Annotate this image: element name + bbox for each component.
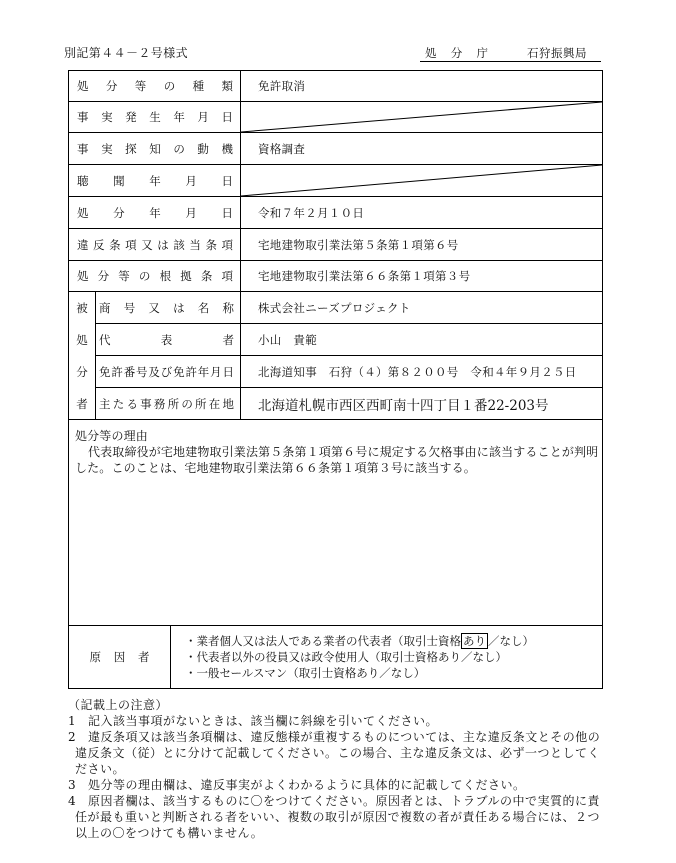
row-label: 商号又は名称: [99, 300, 234, 315]
row-label: 主たる事務所の所在地: [99, 396, 234, 411]
row-value: 小山 貴範: [258, 332, 317, 347]
row-basis-clause: [69, 261, 602, 292]
notes-title: （記載上の注意）: [68, 698, 169, 712]
row-disposition-date: [69, 197, 602, 229]
row-value: 免許取消: [258, 79, 306, 93]
disposition-form-table: [68, 70, 603, 689]
note-line: 違反条文（従）とに分けて記載してください。この場合、主な違反条文は、必ず一つとしてく: [75, 746, 601, 760]
selected-mark: あり: [463, 634, 486, 648]
cause-option: ・一般セールスマン（取引士資格あり／なし）: [185, 666, 426, 680]
note-line: 記入該当事項がないときは、該当欄に斜線を引いてください。: [88, 714, 439, 728]
note-item: [68, 777, 668, 793]
row-label: 聴聞年月日: [77, 173, 233, 188]
row-license-number: [96, 356, 602, 388]
row-label: 処分等の種類: [77, 79, 233, 93]
subject-rows: [96, 292, 602, 419]
row-value: 令和７年２月１０日: [258, 205, 365, 220]
row-value: 宅地建物取引業法第６６条第１項第３号: [258, 269, 471, 283]
cause-option: ・代表者以外の役員又は政令使用人（取引士資格あり／なし）: [185, 650, 507, 664]
form-number: 別記第４４－２号様式: [64, 46, 189, 60]
cause-label: 原因者: [89, 650, 150, 664]
reason-section: [69, 420, 602, 626]
cause-option-text: ／なし）: [488, 634, 534, 648]
strike-line: [241, 165, 602, 196]
row-value: 北海道札幌市西区西町南十四丁目１番22-203号: [258, 397, 549, 414]
row-label: 処分等の根拠条項: [77, 269, 233, 283]
row-hearing-date: [69, 165, 602, 197]
cause-option: [185, 633, 602, 649]
row-label-cell: [69, 133, 241, 164]
row-label-cell: [69, 197, 241, 228]
note-line: 任が最も重いと判断される者をいい、複数の取引が原因で複数の者が責任ある場合には、２つ: [75, 810, 601, 824]
note-line: 以上の〇をつけても構いません。: [75, 826, 264, 840]
note-number: 2: [68, 730, 77, 744]
row-label-cell: [96, 388, 241, 419]
row-label-cell: [96, 324, 241, 355]
note-number: 1: [68, 714, 77, 728]
row-value: 宅地建物取引業法第５条第１項第６号: [258, 237, 459, 252]
authority-label: 処分庁: [425, 46, 488, 60]
reason-line: 代表取締役が宅地建物取引業法第５条第１項第６号に規定する欠格事由に該当することが判明: [88, 445, 599, 459]
row-label: 代表者: [99, 332, 234, 347]
row-value: 北海道知事 石狩（４）第８２００号 令和４年９月２５日: [258, 364, 577, 379]
row-disposition-type: [69, 71, 602, 102]
reason-title: 処分等の理由: [75, 429, 148, 443]
strike-line: [241, 102, 602, 132]
note-line: 処分等の理由欄は、違反事実がよくわかるように具体的に記載してください。: [88, 778, 526, 792]
row-label-cell: [69, 261, 241, 291]
group-char: 被: [76, 301, 88, 315]
note-line: ださい。: [75, 762, 126, 776]
row-label-cell: [69, 165, 241, 196]
row-label: 処分年月日: [77, 205, 233, 220]
note-line: 原因者欄は、該当するものに〇をつけてください。原因者とは、トラブルの中で実質的に責: [88, 794, 601, 808]
row-fact-date: [69, 102, 602, 133]
row-main-office-address: [96, 388, 602, 419]
row-label-cell: [69, 102, 241, 132]
cause-options: [171, 626, 602, 688]
authority-value: 石狩振興局: [527, 46, 587, 60]
note-number: 3: [68, 778, 77, 792]
cause-label-cell: [69, 626, 171, 688]
row-value-struck: [241, 165, 602, 196]
row-label: 事実発生年月日: [77, 110, 233, 124]
row-label: 免許番号及び免許年月日: [99, 364, 234, 379]
row-violated-clause: [69, 229, 602, 261]
row-detection-motive: [69, 133, 602, 165]
row-label: 事実探知の動機: [77, 141, 233, 156]
note-item: [68, 713, 668, 729]
row-trade-name: [96, 292, 602, 324]
subject-group-label: [69, 292, 96, 419]
disposing-authority: [420, 45, 601, 62]
notes-section: [68, 697, 668, 841]
note-item: [68, 793, 668, 809]
note-line: 違反条項又は該当条項欄は、違反態様が重複するものについては、主な違反条文とその他の: [88, 730, 601, 744]
row-representative: [96, 324, 602, 356]
group-char: 者: [76, 396, 88, 411]
group-char: 分: [76, 365, 88, 379]
row-label-cell: [96, 356, 241, 387]
row-label-cell: [69, 229, 241, 260]
row-value-struck: [241, 102, 602, 132]
row-label-cell: [69, 71, 241, 101]
cause-section: [69, 626, 602, 688]
row-value: 株式会社ニーズプロジェクト: [258, 300, 411, 315]
row-value: 資格調査: [258, 141, 306, 156]
note-item: [68, 729, 668, 745]
row-label-cell: [96, 292, 241, 323]
reason-line: した。このことは、宅地建物取引業法第６６条第１項第３号に該当する。: [75, 461, 476, 475]
row-label: 違反条項又は該当条項: [77, 237, 233, 252]
cause-option-text: ・業者個人又は法人である業者の代表者（取引士資格: [185, 634, 461, 648]
note-number: 4: [68, 794, 77, 808]
group-char: 処: [76, 333, 88, 347]
subject-group: [69, 292, 602, 420]
